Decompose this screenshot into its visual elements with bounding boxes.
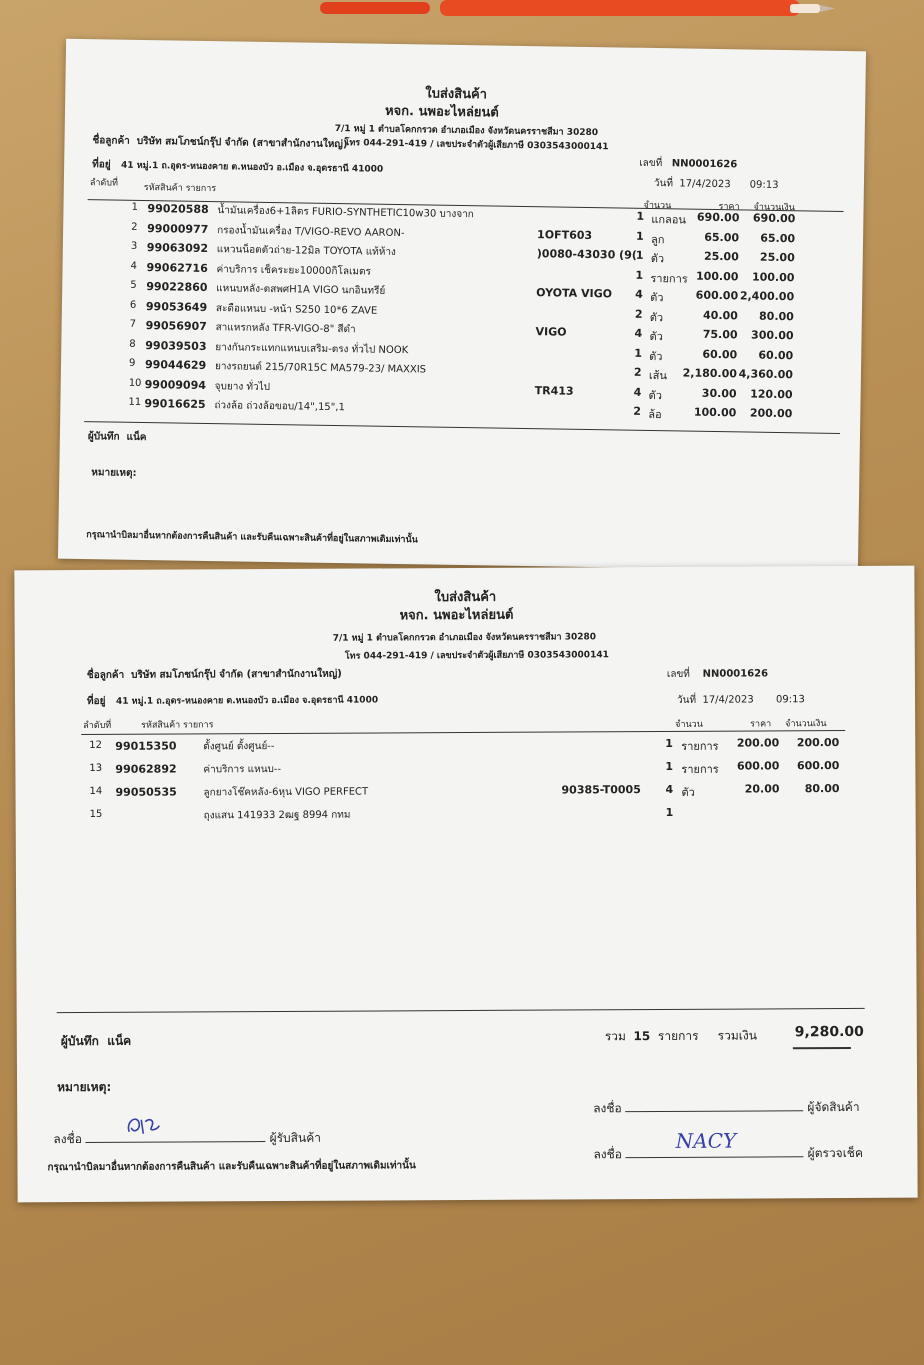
checker-signature-line (593, 1128, 863, 1164)
docno-label: เลขที่ (639, 157, 663, 170)
date-label: วันที่ (677, 694, 697, 706)
company-name: หจก. นพอะไหล่ยนต์ (399, 607, 514, 624)
item-code: 99053649 (145, 299, 208, 314)
total-underline (793, 1047, 851, 1049)
item-description: สาแหรกหลัง TFR-VIGO-8" สีดำ (215, 322, 356, 336)
item-qty: 1 (636, 209, 645, 223)
item-description: แหนบหลัง-ตสพศH1A VIGO นกอินทรีย์ (216, 283, 386, 297)
total-amount-label: รวมเงิน (717, 1028, 757, 1043)
row-number: 10 (128, 377, 142, 389)
table-row (15, 736, 915, 760)
doc-time: 09:13 (775, 694, 805, 706)
item-qty: 1 (635, 248, 644, 262)
footer-note: กรุณานำบิลมาอื่นหากต้องการคืนสินค้า และรับคืนเฉพาะสินค้าที่อยู่ในสภาพเดิมเท่านั้น (86, 530, 418, 546)
item-description: จุบยาง ทั่วไป (214, 380, 271, 393)
doc-date: 17/4/2023 (679, 178, 731, 191)
header-code: รหัสสินค้า รายการ (143, 182, 217, 195)
item-amount: 200.00 (749, 406, 793, 421)
customer-label: ชื่อลูกค้า (92, 135, 130, 147)
doc-time: 09:13 (749, 179, 779, 191)
item-qty: 2 (633, 365, 642, 379)
item-unit: ตัว (649, 349, 663, 363)
header-qty: จำนวน (643, 200, 672, 212)
receiver-signature-line (53, 1129, 321, 1149)
item-description: แหวนน็อตตัวถ่าย-12มิล TOYOTA แท้ห้าง (216, 244, 396, 258)
header-price: ราคา (750, 719, 772, 730)
item-price: 100.00 (693, 405, 737, 420)
item-description: ค่าบริการ แหนบ-- (203, 763, 282, 776)
item-code: 99009094 (144, 377, 207, 392)
total-label: รวม (604, 1029, 626, 1044)
receiver-signature (124, 1112, 164, 1140)
sign-label: ลงชื่อ (593, 1147, 623, 1162)
receiver-label: ผู้รับสินค้า (269, 1130, 321, 1146)
address-label: ที่อยู่ (87, 695, 106, 707)
row-number: 14 (89, 785, 103, 797)
part-number: 90385-T0005 (561, 783, 641, 797)
part-number: TR413 (534, 383, 574, 398)
item-qty: 1 (634, 346, 643, 360)
item-amount: 80.00 (758, 309, 794, 323)
preparer-label: ผู้จัดสินค้า (807, 1099, 860, 1115)
customer-address: 41 หมู่.1 ถ.อุดร-หนองคาย ต.หนองบัว อ.เมือง จ.อุดรธานี 41000 (115, 695, 379, 707)
doc-title: ใบส่งสินค้า (425, 86, 488, 103)
header-code: รหัสสินค้า รายการ (141, 720, 214, 731)
item-unit: ล้อ (648, 407, 662, 422)
item-amount: 600.00 (796, 759, 840, 773)
table-row (15, 782, 915, 806)
item-price: 40.00 (702, 308, 738, 322)
customer-name: บริษัท สมโภชน์กรุ๊ป จำกัด (สาขาสำนักงานใหญ่) (131, 668, 342, 681)
item-code: 99016625 (144, 397, 206, 411)
row-number: 6 (129, 299, 137, 311)
item-unit: รายการ (681, 739, 719, 753)
item-qty: 4 (634, 326, 643, 340)
item-amount: 690.00 (752, 211, 796, 226)
total-items: 15 (633, 1029, 651, 1044)
row-number: 2 (131, 221, 138, 233)
recorder-label: ผู้บันทึก (60, 1033, 99, 1049)
item-unit: ตัว (649, 329, 663, 344)
docno-label: เลขที่ (666, 668, 690, 680)
row-number: 1 (131, 201, 138, 213)
customer-address: 41 หมู่.1 ถ.อุดร-หนองคาย ต.หนองบัว อ.เมือง จ.อุดรธานี 41000 (120, 160, 384, 175)
item-amount: 4,360.00 (738, 367, 794, 382)
delivery-note-page-1 (58, 39, 866, 572)
row-number: 3 (130, 240, 138, 252)
delivery-note-page-2 (14, 566, 917, 1203)
item-amount: 120.00 (750, 387, 793, 401)
row-number: 9 (128, 357, 136, 369)
row-number: 7 (129, 318, 137, 330)
item-amount: 65.00 (760, 231, 796, 245)
item-code: 99062892 (115, 762, 177, 776)
row-number: 4 (130, 260, 138, 272)
remark-label: หมายเหตุ: (91, 467, 137, 479)
doc-number: NN0001626 (671, 158, 738, 171)
header-no: ลำดับที่ (83, 720, 112, 732)
item-code: 99022860 (146, 280, 208, 294)
items-table (15, 736, 916, 841)
item-amount: 100.00 (751, 270, 795, 284)
row-number: 8 (129, 338, 136, 350)
header-price: ราคา (718, 202, 740, 213)
item-qty: 1 (665, 805, 674, 819)
item-amount: 25.00 (759, 250, 795, 265)
part-number: )0080-43030 (9( (536, 247, 637, 262)
item-qty: 1 (636, 229, 644, 243)
item-amount: 200.00 (796, 736, 840, 750)
item-code: 99044629 (144, 358, 207, 372)
item-unit: ลูก (650, 232, 665, 246)
address-label: ที่อยู่ (92, 159, 111, 171)
row-number: 15 (89, 808, 103, 820)
item-amount: 300.00 (751, 328, 794, 343)
item-price: 75.00 (702, 327, 738, 342)
item-description: ตั้งศูนย์ ตั้งศูนย์-- (203, 741, 275, 753)
item-unit: ตัว (650, 251, 665, 266)
doc-date: 17/4/2023 (702, 694, 754, 706)
preparer-signature-line (593, 1098, 859, 1118)
item-unit: ตัว (681, 785, 695, 799)
doc-title: ใบส่งสินค้า (434, 589, 497, 606)
item-description: สะดือแหนบ -หน้า S250 10*6 ZAVE (215, 302, 378, 317)
item-price: 2,180.00 (682, 366, 738, 381)
item-code: 99063092 (146, 241, 209, 256)
item-code: 99050535 (115, 785, 177, 799)
item-code: 99015350 (115, 739, 177, 753)
item-code: 99056907 (145, 319, 207, 333)
item-unit: แกลอน (651, 212, 687, 227)
checker-label: ผู้ตรวจเช็ค (807, 1145, 863, 1161)
total-amount: 9,280.00 (794, 1023, 864, 1041)
company-address: 7/1 หมู่ 1 ตำบลโคกกรวด อำเภอเมือง จังหวัดนครราชสีมา 30280 (332, 632, 597, 644)
recorder-name: แน็ค (126, 431, 147, 444)
item-price: 25.00 (703, 249, 739, 264)
total-summary (605, 1026, 757, 1046)
item-price: 600.00 (695, 288, 739, 303)
item-code: 99062716 (146, 260, 208, 275)
item-description: ค่าบริการ เช็คระยะ10000กิโลเมตร (216, 263, 371, 278)
item-description: ยางรถยนต์ 215/70R15C MA579-23/ MAXXIS (214, 361, 427, 376)
item-qty: 1 (635, 268, 644, 282)
item-price: 60.00 (702, 347, 738, 361)
header-qty: จำนวน (675, 719, 703, 730)
company-contact: โทร 044-291-419 / เลขประจำตัวผู้เสียภาษี 0303543000141 (344, 650, 609, 662)
items-table (60, 201, 863, 434)
part-number: OYOTA VIGO (536, 286, 613, 301)
row-number: 11 (128, 396, 142, 408)
sign-label: ลงชื่อ (593, 1101, 622, 1116)
table-row (15, 759, 915, 783)
table-bottom-rule (57, 1008, 865, 1013)
header-amount: จำนวนเงิน (785, 719, 827, 730)
item-price: 600.00 (736, 759, 780, 773)
item-amount: 60.00 (758, 348, 794, 362)
item-price: 200.00 (736, 736, 780, 750)
item-price: 100.00 (695, 269, 739, 283)
part-number: VIGO (535, 325, 567, 339)
item-qty: 4 (665, 782, 674, 796)
item-description: น้ำมันเครื่อง6+1ลิตร FURIO-SYNTHETIC10w30 บางจาก (217, 205, 474, 221)
part-number: 1OFT603 (537, 227, 593, 242)
company-address: 7/1 หมู่ 1 ตำบลโคกกรวด อำเภอเมือง จังหวัดนครราชสีมา 30280 (334, 123, 599, 139)
customer-label: ชื่อลูกค้า (86, 669, 125, 681)
company-name: หจก. นพอะไหล่ยนต์ (384, 103, 499, 121)
item-unit: เส้น (648, 368, 668, 383)
item-qty: 1 (665, 759, 674, 773)
recorder-label: ผู้บันทึก (87, 431, 120, 443)
row-number: 12 (89, 739, 103, 751)
item-description: ถุงแสน 141933 2ฒฐ 8994 กทม (203, 809, 351, 822)
row-number: 13 (89, 762, 103, 774)
item-unit: รายการ (681, 762, 719, 776)
item-amount: 2,400.00 (739, 289, 795, 304)
remark-label: หมายเหตุ: (57, 1079, 112, 1095)
item-description: กรองน้ำมันเครื่อง T/VIGO-REVO AARON- (217, 224, 405, 239)
checker-signature: NACY (675, 1128, 737, 1153)
company-contact: โทร 044-291-419 / เลขประจำตัวผู้เสียภาษี 0303543000141 (344, 138, 609, 153)
item-unit: ตัว (650, 290, 664, 305)
item-description: ถ่วงล้อ ถ่วงล้อขอบ/14",15",1 (214, 400, 345, 414)
pen-image (320, 0, 840, 18)
item-amount: 80.00 (804, 782, 840, 796)
item-qty: 2 (634, 307, 643, 321)
item-unit: ตัว (649, 310, 664, 324)
item-price: 690.00 (696, 210, 740, 225)
item-qty: 1 (665, 736, 673, 750)
table-row (16, 805, 916, 829)
item-code: 99039503 (145, 338, 207, 353)
item-code: 99020588 (147, 202, 209, 217)
item-description: ลูกยางโช๊คหลัง-6หุน VIGO PERFECT (203, 786, 369, 799)
item-unit: รายการ (650, 271, 688, 286)
doc-number: NN0001626 (702, 668, 769, 680)
customer-name: บริษัท สมโภชน์กรุ๊ป จำกัด (สาขาสำนักงานใหญ่) (136, 135, 348, 151)
item-qty: 4 (635, 287, 643, 301)
recorder-name: แน็ค (107, 1033, 132, 1048)
header-no: ลำดับที่ (89, 178, 119, 189)
item-description: ยางกันกระแทกแหนบเสริม-ตรง ทั่วไป NOOK (215, 341, 409, 356)
item-code: 99000977 (147, 221, 209, 236)
item-price: 30.00 (701, 386, 737, 400)
item-qty: 4 (633, 385, 642, 399)
item-price: 20.00 (744, 782, 780, 796)
sign-label: ลงชื่อ (53, 1132, 82, 1147)
item-unit: ตัว (648, 388, 663, 402)
item-price: 65.00 (704, 230, 740, 244)
item-qty: 2 (633, 404, 642, 418)
items-label: รายการ (657, 1028, 699, 1043)
header-amount: จำนวนเงิน (753, 202, 795, 214)
date-label: วันที่ (653, 178, 674, 190)
row-number: 5 (130, 279, 137, 291)
footer-note: กรุณานำบิลมาอื่นหากต้องการคืนสินค้า และรับคืนเฉพาะสินค้าที่อยู่ในสภาพเดิมเท่านั้น (47, 1160, 416, 1174)
